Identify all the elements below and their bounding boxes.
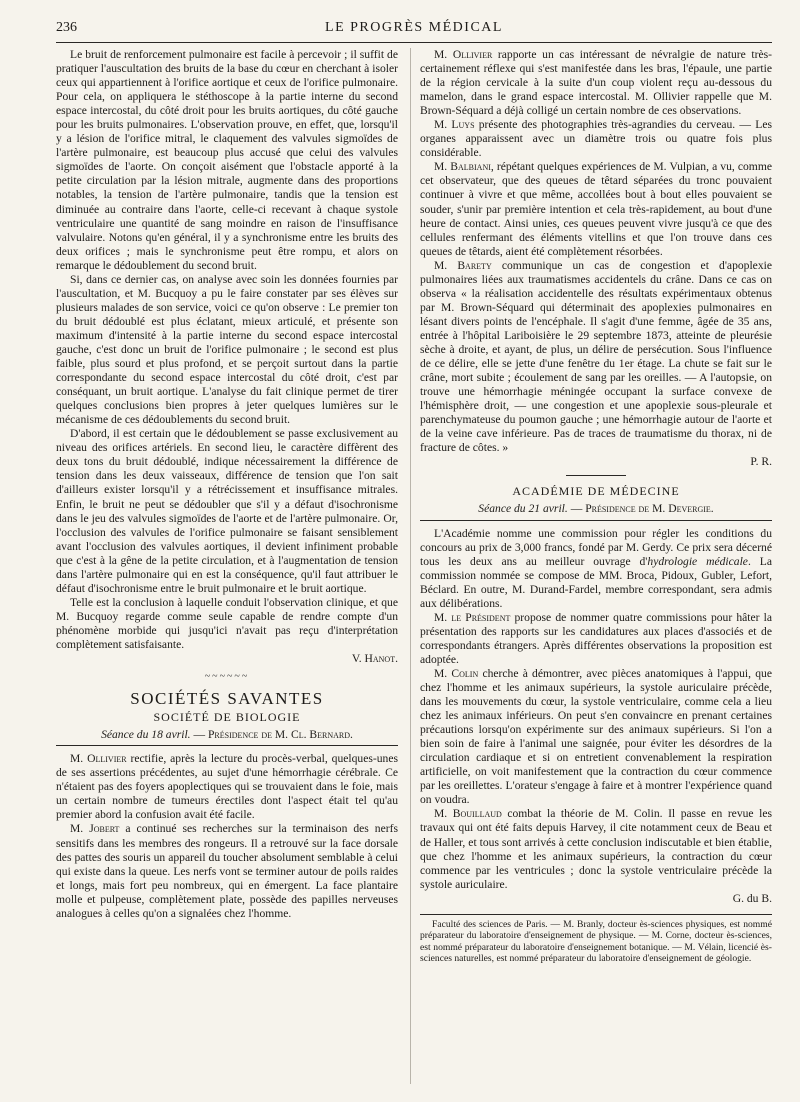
ornament-divider: ~~~~~~ <box>204 671 250 683</box>
paragraph-text: cherche à démontrer, avec pièces anatomiques à l'appui, que chez l'homme et les animaux supérieurs, la systole auriculaire précède, dans les mouvements du cœur, la systole ventriculaire, comme cela a lieu chez les animaux inférieurs. On peut s'en convaincre en prenant certaines précautions lorsqu'on expérimente sur des animaux supérieurs. Si l'on a bien soin de faire à l'animal une saignée, pour éviter les désordres de la circulation cardiaque et si on entretient convenablement la respiration artificielle, on voit manifestement que la contraction du cœur commence par les oreillettes. L'orateur s'engage à faire et à montrer l'expérience quand on voudra. <box>420 666 772 807</box>
speaker-name: M. Jobert <box>70 822 120 836</box>
signature <box>420 892 772 906</box>
page-header <box>56 20 772 43</box>
right-column <box>420 48 772 965</box>
page-number: 236 <box>56 20 77 35</box>
speaker-name: M. le Président <box>434 610 511 624</box>
seance-line <box>56 728 398 746</box>
paragraph-text: propose de nommer quatre commissions pour hâter la présentation des rapports sur les candidatures aux places d'associés et de correspondants étrangers. Après différentes observations la proposition est adoptée. <box>420 610 773 666</box>
section-title: SOCIÉTÉS SAVANTES <box>130 689 324 709</box>
signature <box>56 652 398 666</box>
signature-text: V. Hanot. <box>351 652 398 666</box>
italic-term: hydrologie médicale <box>647 554 748 568</box>
paragraph <box>420 118 772 160</box>
paragraph <box>420 611 772 667</box>
paragraph-text: a continué ses recherches sur la terminaison des nerfs sensitifs dans les membres des rongeurs. Il a retrouvé sur la face dorsale des pattes des souris un appareil du toucher absolument semblable à celui qui existe dans la queue. Les nerfs vont se terminer autour de poils raides et longs, mais fort peu nombreux, qui en émergent. La face plantaire molle et pulpeuse, complètement plate, possède des papilles nerveuses analogues à celles qu'on a signalées chez l'homme. <box>56 822 398 920</box>
section-rule <box>566 475 626 476</box>
speaker-name: M. Ollivier <box>70 752 127 766</box>
paragraph <box>420 527 772 611</box>
speaker-name: M. Colin <box>434 666 479 680</box>
paragraph: Si, dans ce dernier cas, on analyse avec soin les données fournies par l'auscultation, et M. Bucquoy a pu le faire constater par ses élèves sur plusieurs malades de son service, voici ce qu'on observe : Le premier ton du bruit dédoublé est plus éclatant, mieux articulé, et présente son maximum d'intensité à la partie interne du second espace intercostal gauche, c'est donc un bruit de l'orifice pulmonaire ; le second est plus faible, plus sourd et plus profond, et se perçoit surtout dans la partie correspondante du second espace intercostal du côté droit, c'est par conséquant, un bruit aortique. L'analyse du fait clinique permet de tirer quelques conclusions bien propres à jeter quelques lumières sur le mécanisme de ces dédoublements du second bruit. <box>56 272 398 427</box>
paragraph-text: présente des photographies très-agrandies du cerveau. — Les organes apparaissent avec un diamètre trois ou quatre fois plus considérable. <box>420 118 772 160</box>
paragraph <box>420 48 772 118</box>
seance-line <box>420 502 772 520</box>
seance-president: — Présidence de M. Cl. Bernard. <box>190 728 353 742</box>
paragraph: Le bruit de renforcement pulmonaire est facile à percevoir ; il suffit de pratiquer l'auscultation des bruits de la base du cœur en cherchant à isoler ceux qui appartiennent à l'orifice aortique et ceux de l'orifice pulmonaire. Pour cela, on appliquera le stéthoscope à la partie interne du second espace intercostal, du côté droit pour les bruits aortiques, du côté gauche pour les bruits pulmonaires. L'observation prouve, en effet, que, lorsqu'il y a lésion de l'orifice mitral, le claquement des valvules sigmoïdes de l'artère pulmonaire, est beaucoup plus accusé que celui des valvules sigmoïdes de l'aorte. On conçoit aisément que l'obstacle apporté à la petite circulation par la lésion mitrale, augmente dans des proportions notables, la tension de l'artère pulmonaire, tandis que la tension est diminuée au contraire dans l'aorte, celle-ci recevant à chaque systole ventriculaire une quantité de sang moindre en raison de l'insuffisance valvulaire. Notons qu'en général, il y a synchronisme entre les bruits des deux orifices ; mais le synchronisme peut être rompu, et alors on remarque le dédoublement du second bruit. <box>56 48 398 272</box>
seance-date: Séance du 18 avril. <box>101 728 191 742</box>
signature <box>420 455 772 469</box>
left-column <box>56 48 398 921</box>
speaker-name: M. Bouillaud <box>434 807 502 821</box>
footnote-rule <box>420 914 772 915</box>
paragraph <box>56 822 398 920</box>
signature-text: G. du B. <box>732 891 772 905</box>
section-title: ACADÉMIE DE MÉDECINE <box>512 484 680 499</box>
speaker-name: M. Balbiani <box>434 160 491 174</box>
speaker-name: M. Luys <box>434 118 475 132</box>
society-heading: SOCIÉTÉ DE BIOLOGIE <box>153 710 301 725</box>
paragraph <box>420 259 772 456</box>
paragraph <box>420 160 772 258</box>
paragraph <box>420 667 772 807</box>
signature-text: P. R. <box>750 455 772 469</box>
paragraph-text: combat la théorie de M. Colin. Il passe en revue les travaux qui ont été faits depuis Harvey, il cite notamment ceux de Beau et de Haller, et tous sont arrivés à cette conclusion indiscutable et bien établie, que chez l'homme et les animaux supérieurs, la contraction du cœur commence par les ventricules ; donc la systole ventriculaire précède la systole auriculaire. <box>420 807 772 891</box>
paragraph-text: rectifie, après la lecture du procès-verbal, quelques-unes de ses assertions précédentes, au sujet d'une hémorrhagie cérébrale. Ce n'étaient pas des foyers apoplectiques qui se trouvaient dans le foie, mais un certain nombre de tumeurs érectiles dont l'aspect était tel qu'au premier abord la confusion avait été facile. <box>56 752 398 822</box>
paragraph-text: L'Académie nomme une commission pour régler les conditions du concours au prix de 3,000 francs, fondé par M. Gerdy. Ce prix sera décerné tous les deux ans au meilleur ouvrage d' <box>420 526 772 568</box>
paragraph-text: , répétant quelques expériences de M. Vulpian, a vu, comme cet observateur, que des queues de têtard séparées du tronc pouvaient continuer à vivre et que même, accollées bout à bout elles pouvaient se souder, s'unir par première intention et cela très-rapidement, au bout d'une heure de contact. Ainsi unies, ces queues peuvent vivre jusqu'à ce que des cellules renfermant des éléments vitellins et que l'on trouve dans ces queues de têtards, aient été complètement résorbées. <box>420 160 772 258</box>
speaker-name: M. Ollivier <box>434 48 493 61</box>
paragraph-text: rapporte un cas intéressant de névralgie de nature très-certainement réflexe qui s'est manifestée dans les bras, l'épaule, une partie de la région cervicale à la suite d'un coup violent reçu au-dessous du mamelon, dans le grand espace intercostal. M. Ollivier rappelle que M. Brown-Séquard a déjà colligé un certain nombre de ces observations. <box>420 48 772 118</box>
seance-president: — Présidence de M. Devergie. <box>567 502 714 516</box>
footnote <box>420 919 772 965</box>
paragraph: Telle est la conclusion à laquelle conduit l'observation clinique, et que M. Bucquoy regarde comme seule capable de rendre compte d'un phénomène morbide qui jusqu'ici n'avait pas reçu d'interprétation complètement satisfaisante. <box>56 595 398 651</box>
paragraph-text: communique un cas de congestion et d'apoplexie pulmonaires liées aux traumatismes accidentels du crâne. Dans ce cas on observa « la réalisation accidentelle des résultats expérimentaux obtenus par M. Brown-Séquard qui déterminait des apoplexies pulmonaires en lésant divers points de l'encéphale. Il s'agit d'une femme, âgée de 35 ans, entrée à l'hôpital Lariboisière le 29 septembre 1873, atteinte de pleurésie sèche à droite, et ayant, de plus, un délire de persécution. Sous l'influence de ce délire, elle se jette d'une fenêtre du 1er étage. La chute se fait sur le crâne, mort subite ; écoulement de sang par les oreilles. — A l'autopsie, on trouve une hémorrhagie méningée occupant la surface convexe de l'hémisphère droit, — une congestion et une apoplexie sous-pleurale et parenchymateuse du poumon gauche ; une hémorrhagie autour de l'aorte et de la veine cave inférieure. Pas de traces de traumatisme du thorax, ni de fracture de côtes. » <box>420 258 772 455</box>
speaker-name: M. Barety <box>434 258 492 272</box>
paragraph <box>56 752 398 822</box>
footnote-text: Faculté des sciences de Paris. — M. Branly, docteur ès-sciences physiques, est nommé préparateur du laboratoire d'enseignement de physique. — M. Corne, docteur ès-sciences, est nommé préparateur du laboratoire d'enseignement botanique. — M. Vélain, licencié ès-sciences naturelles, est nommé préparateur du laboratoire d'enseignement de géologie. <box>420 918 772 965</box>
column-divider <box>410 48 411 1084</box>
paragraph <box>420 807 772 891</box>
seance-date: Séance du 21 avril. <box>478 502 568 516</box>
paragraph: D'abord, il est certain que le dédoublement se passe exclusivement au niveau des orifices artériels. En second lieu, le caractère diffèrent des deux tons du bruit dédoublé, indique nécessairement la différence de tension dans les deux vaisseaux, différence de tension que l'on sait d'ailleurs exister lorsqu'il y a rétrécissement et insuffisance mitrales. Enfin, le bruit ne peut se dédoubler que s'il y a défaut d'isochronisme dans le jeu des valvules sigmoïdes de l'aorte et de l'artère pulmonaire. Or, l'occlusion des valvules de l'orifice pulmonaire se faisant sensiblement avant l'occlusion des valvules aortiques, il devient infiniment probable que c'est à la gêne de la petite circulation, et à l'augmentation de tension dans l'artère pulmonaire qui en est la conséquence, qu'il faut attribuer le défaut d'isochronisme entre le bruit pulmonaire et le bruit aortique. <box>56 427 398 595</box>
paragraph-text: . La commission nommée se compose de MM. Broca, Pidoux, Gubler, Lefort, Béclard. En outre, M. Durand-Fardel, membre correspondant, sera admis aux délibérations. <box>420 554 772 610</box>
running-title: LE PROGRÈS MÉDICAL <box>325 20 503 35</box>
